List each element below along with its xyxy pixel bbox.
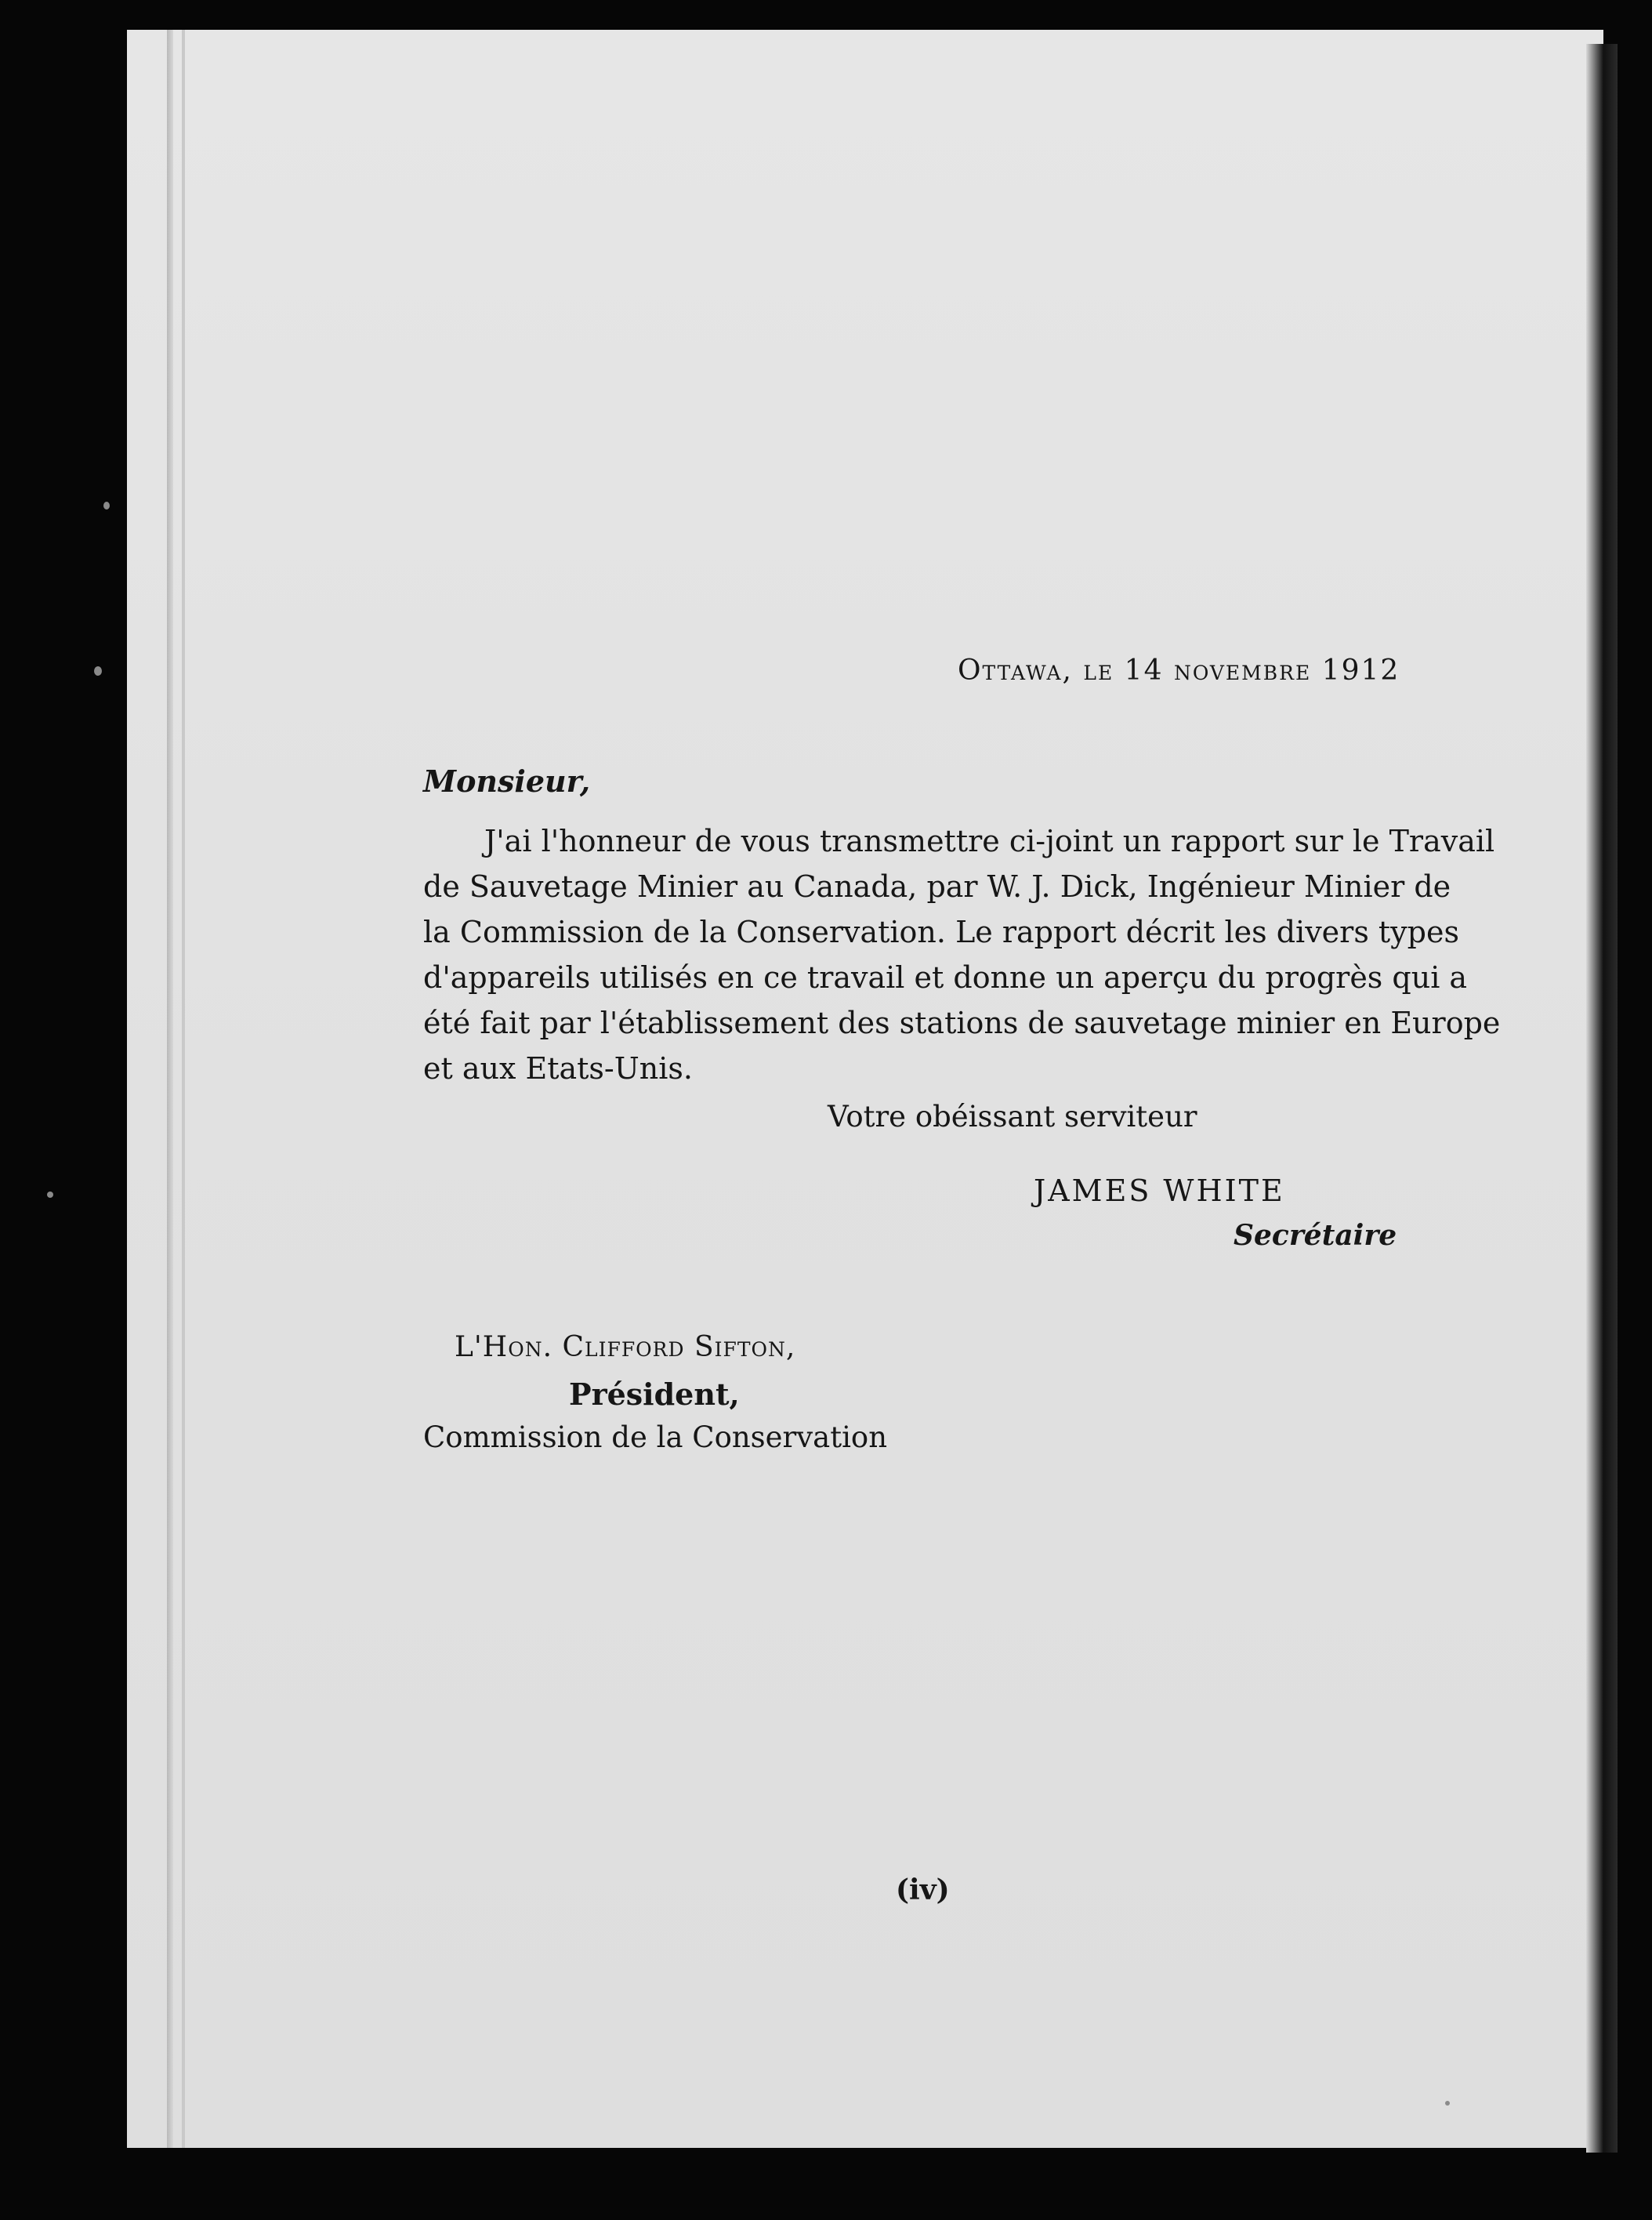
closing: Votre obéissant serviteur bbox=[828, 1100, 1197, 1134]
signature-title: Secrétaire bbox=[1234, 1219, 1397, 1252]
scan-speck bbox=[1445, 2101, 1450, 2106]
body-line: d'appareils utilisés en ce travail et donne un aperçu du progrès qui a bbox=[423, 960, 1468, 995]
page-number: (iv) bbox=[896, 1874, 950, 1906]
recipient-title: Président, bbox=[569, 1377, 740, 1412]
scan-speck bbox=[47, 1192, 53, 1198]
scan-speck bbox=[103, 502, 110, 510]
page-edge-left-line bbox=[182, 30, 185, 2148]
body-line: et aux Etats-Unis. bbox=[423, 1051, 693, 1086]
letter-date: Ottawa, le 14 novembre 1912 bbox=[958, 655, 1400, 687]
body-line: été fait par l'établissement des stations de sauvetage minier en Europe bbox=[423, 1006, 1501, 1040]
letter-body bbox=[423, 818, 1501, 1091]
body-line: la Commission de la Conservation. Le rapport décrit les divers types bbox=[423, 915, 1459, 949]
salutation: Monsieur, bbox=[423, 764, 591, 799]
body-line: de Sauvetage Minier au Canada, par W. J. Dick, Ingénieur Minier de bbox=[423, 869, 1451, 904]
recipient-name: L'Hon. Clifford Sifton, bbox=[455, 1331, 796, 1363]
recipient-organization: Commission de la Conservation bbox=[423, 1420, 888, 1454]
scan-speck bbox=[94, 666, 102, 676]
signature-name: JAMES WHITE bbox=[1034, 1173, 1285, 1208]
page-edge-right bbox=[1586, 44, 1618, 2153]
page-edge-left bbox=[167, 30, 173, 2148]
body-line: J'ai l'honneur de vous transmettre ci-joint un rapport sur le Travail bbox=[484, 824, 1495, 858]
